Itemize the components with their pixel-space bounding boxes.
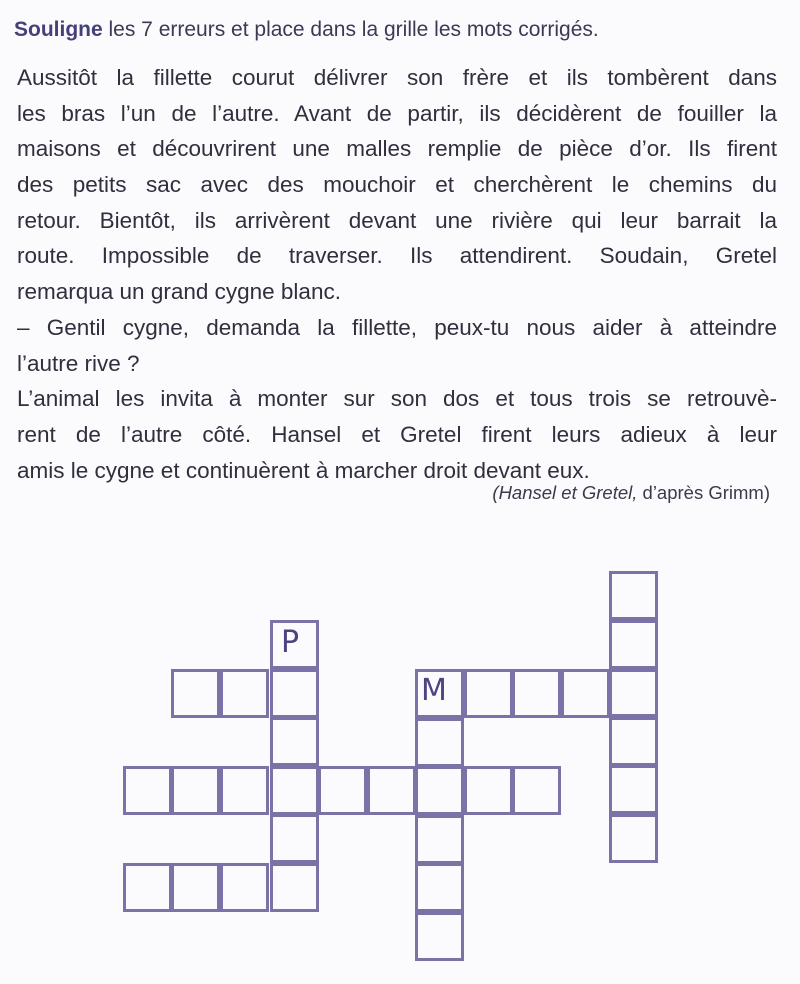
instruction-text: les 7 erreurs et place dans la grille les mots corrigés.: [102, 18, 599, 41]
passage-line: remarqua un grand cygne blanc.: [17, 279, 341, 305]
grid-cell[interactable]: [270, 863, 319, 912]
passage-line: L’animal les invita à monter sur son dos et tous trois se retrouvè-: [17, 386, 777, 412]
grid-cell[interactable]: [220, 863, 269, 912]
passage-line: retour. Bientôt, ils arrivèrent devant une rivière qui leur barrait la: [17, 207, 777, 233]
grid-cell[interactable]: [561, 669, 610, 718]
grid-cell[interactable]: [609, 717, 658, 766]
credit-source: d’après Grimm): [637, 482, 770, 503]
grid-letter-p: P: [281, 625, 300, 660]
grid-cell[interactable]: [512, 766, 561, 815]
grid-cell[interactable]: [415, 718, 464, 767]
passage-line: route. Impossible de traverser. Ils attendirent. Soudain, Gretel: [17, 243, 777, 269]
grid-cell[interactable]: [270, 766, 319, 815]
grid-cell[interactable]: [464, 669, 513, 718]
instruction-lead: Souligne: [14, 18, 103, 41]
passage-line: rent de l’autre côté. Hansel et Gretel firent leurs adieux à leur: [17, 421, 777, 447]
grid-cell[interactable]: [270, 814, 319, 863]
grid-cell[interactable]: [367, 766, 416, 815]
grid-cell[interactable]: [415, 863, 464, 912]
grid-cell[interactable]: [609, 669, 658, 718]
passage-line: les bras l’un de l’autre. Avant de partir, ils décidèrent de fouiller la: [17, 100, 777, 126]
credit-title: (Hansel et Gretel,: [492, 482, 638, 503]
grid-cell[interactable]: [318, 766, 367, 815]
grid-cell[interactable]: [415, 912, 464, 961]
grid-cell[interactable]: [609, 814, 658, 863]
passage-line: des petits sac avec des mouchoir et cherchèrent le chemins du: [17, 172, 777, 198]
grid-cell[interactable]: [609, 620, 658, 669]
passage-line: maisons et découvrirent une malles remplie de pièce d’or. Ils firent: [17, 136, 777, 162]
grid-cell[interactable]: [123, 863, 172, 912]
grid-cell[interactable]: [415, 815, 464, 864]
passage-line: l’autre rive ?: [17, 350, 140, 376]
grid-cell[interactable]: [171, 766, 220, 815]
grid-letter-m: M: [421, 673, 447, 708]
passage-line: – Gentil cygne, demanda la fillette, peux-tu nous aider à atteindre: [17, 314, 777, 340]
grid-cell[interactable]: [512, 669, 561, 718]
grid-cell[interactable]: [609, 571, 658, 620]
grid-cell[interactable]: [123, 766, 172, 815]
grid-cell[interactable]: [220, 766, 269, 815]
passage-line: Aussitôt la fillette courut délivrer son frère et ils tombèrent dans: [17, 65, 777, 90]
passage-line: amis le cygne et continuèrent à marcher droit devant eux.: [17, 457, 590, 483]
grid-cell[interactable]: [171, 669, 220, 718]
grid-cell[interactable]: [270, 669, 319, 718]
grid-cell[interactable]: [220, 669, 269, 718]
grid-cell[interactable]: [171, 863, 220, 912]
grid-cell[interactable]: [609, 765, 658, 814]
grid-cell[interactable]: [464, 766, 513, 815]
grid-cell[interactable]: [270, 717, 319, 766]
grid-cell[interactable]: [415, 766, 464, 815]
